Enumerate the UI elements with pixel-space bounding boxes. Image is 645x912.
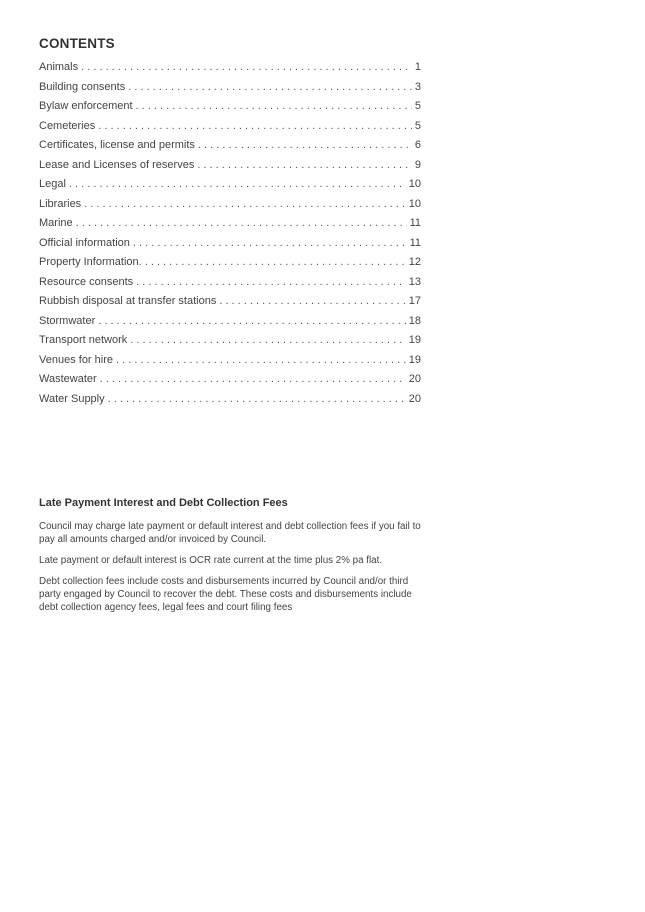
toc-leader-dots bbox=[98, 315, 406, 327]
toc-entry-page: 3 bbox=[414, 80, 421, 93]
toc-entry-page: 19 bbox=[408, 334, 421, 346]
toc-entry-page: 5 bbox=[414, 100, 421, 112]
toc-entry-stormwater[interactable] bbox=[39, 315, 421, 335]
toc-entry-page: 20 bbox=[408, 373, 421, 385]
toc-entry-label: Lease and Licenses of reserves bbox=[39, 158, 195, 171]
toc-entry-page: 18 bbox=[408, 314, 421, 327]
toc-entry-rubbish-disposal[interactable] bbox=[39, 295, 421, 315]
toc-entry-page: 13 bbox=[408, 275, 421, 288]
toc-entry-wastewater[interactable] bbox=[39, 373, 421, 393]
toc-leader-dots bbox=[133, 237, 407, 249]
toc-entry-label: Rubbish disposal at transfer stations bbox=[39, 295, 217, 307]
toc-leader-dots bbox=[136, 276, 406, 288]
toc-entry-label: Property Information. bbox=[39, 256, 142, 268]
toc-leader-dots bbox=[108, 393, 406, 405]
toc-entry-label: Legal bbox=[39, 178, 66, 190]
toc-entry-label: Bylaw enforcement bbox=[39, 100, 133, 112]
toc-entry-label: Certificates, license and permits bbox=[39, 139, 195, 151]
toc-entry-label: Stormwater bbox=[39, 314, 96, 327]
toc-entry-property-information[interactable] bbox=[39, 256, 421, 276]
toc-entry-label: Resource consents bbox=[39, 275, 134, 288]
toc-entry-official-information[interactable] bbox=[39, 237, 421, 257]
toc-entry-resource-consents[interactable] bbox=[39, 276, 421, 296]
toc-leader-dots bbox=[100, 373, 406, 385]
toc-leader-dots bbox=[69, 178, 406, 190]
toc-entry-building-consents[interactable] bbox=[39, 81, 421, 101]
toc-entry-bylaw-enforcement[interactable] bbox=[39, 100, 421, 120]
late-payment-paragraph: Council may charge late payment or default interest and debt collection fees if you fail to pay all amounts charged and/or invoiced by Council. bbox=[39, 521, 421, 545]
toc-entry-label: Transport network bbox=[39, 334, 128, 346]
toc-entry-label: Libraries bbox=[39, 197, 82, 210]
toc-leader-dots bbox=[116, 354, 406, 366]
late-payment-heading: Late Payment Interest and Debt Collection Fees bbox=[39, 497, 288, 509]
toc-entry-label: Building consents bbox=[39, 80, 126, 93]
toc-leader-dots bbox=[128, 81, 412, 93]
contents-heading: CONTENTS bbox=[39, 36, 115, 51]
toc-entry-label: Marine bbox=[39, 217, 73, 229]
toc-entry-lease-licenses[interactable] bbox=[39, 159, 421, 179]
toc-entry-marine[interactable] bbox=[39, 217, 421, 237]
toc-entry-label: Venues for hire bbox=[39, 353, 113, 366]
toc-entry-page: 10 bbox=[408, 197, 421, 210]
toc-entry-legal[interactable] bbox=[39, 178, 421, 198]
toc-entry-water-supply[interactable] bbox=[39, 393, 421, 413]
toc-leader-dots bbox=[145, 256, 406, 268]
toc-entry-page: 17 bbox=[408, 295, 421, 307]
toc-entry-page: 20 bbox=[408, 392, 421, 405]
toc-entry-label: Water Supply bbox=[39, 392, 105, 405]
toc-entry-label: Official information bbox=[39, 236, 130, 249]
toc-leader-dots bbox=[198, 139, 412, 151]
late-payment-paragraph: Debt collection fees include costs and disbursements incurred by Council and/or third party engaged by Council to recover the debt. These costs and disbursements include debt collection agency fees, legal fees and court filing fees bbox=[39, 576, 412, 613]
toc-leader-dots bbox=[98, 120, 412, 132]
late-payment-section bbox=[39, 497, 424, 622]
toc-entry-cemeteries[interactable] bbox=[39, 120, 421, 140]
toc-leader-dots bbox=[136, 100, 412, 112]
toc-entry-label: Wastewater bbox=[39, 373, 97, 385]
toc-entry-label: Cemeteries bbox=[39, 119, 96, 132]
toc-entry-page: 19 bbox=[408, 353, 421, 366]
toc-leader-dots bbox=[130, 334, 406, 346]
toc-entry-transport-network[interactable] bbox=[39, 334, 421, 354]
toc-entry-page: 12 bbox=[408, 256, 421, 268]
toc-entry-label: Animals bbox=[39, 61, 79, 73]
toc-entry-libraries[interactable] bbox=[39, 198, 421, 218]
toc-entry-page: 11 bbox=[409, 217, 421, 229]
toc-entry-venues-for-hire[interactable] bbox=[39, 354, 421, 374]
toc-leader-dots bbox=[81, 61, 412, 73]
toc-entry-page: 1 bbox=[414, 61, 421, 73]
toc-leader-dots bbox=[84, 198, 406, 210]
toc-entry-page: 6 bbox=[414, 139, 421, 151]
late-payment-paragraph: Late payment or default interest is OCR rate current at the time plus 2% pa flat. bbox=[39, 555, 383, 566]
toc-entry-page: 10 bbox=[408, 178, 421, 190]
toc-leader-dots bbox=[76, 217, 407, 229]
toc-leader-dots bbox=[197, 159, 412, 171]
toc-leader-dots bbox=[219, 295, 405, 307]
table-of-contents bbox=[39, 61, 421, 412]
toc-entry-certificates[interactable] bbox=[39, 139, 421, 159]
toc-entry-page: 11 bbox=[409, 236, 421, 249]
toc-entry-page: 9 bbox=[414, 158, 421, 171]
toc-entry-page: 5 bbox=[414, 119, 421, 132]
toc-entry-animals[interactable] bbox=[39, 61, 421, 81]
